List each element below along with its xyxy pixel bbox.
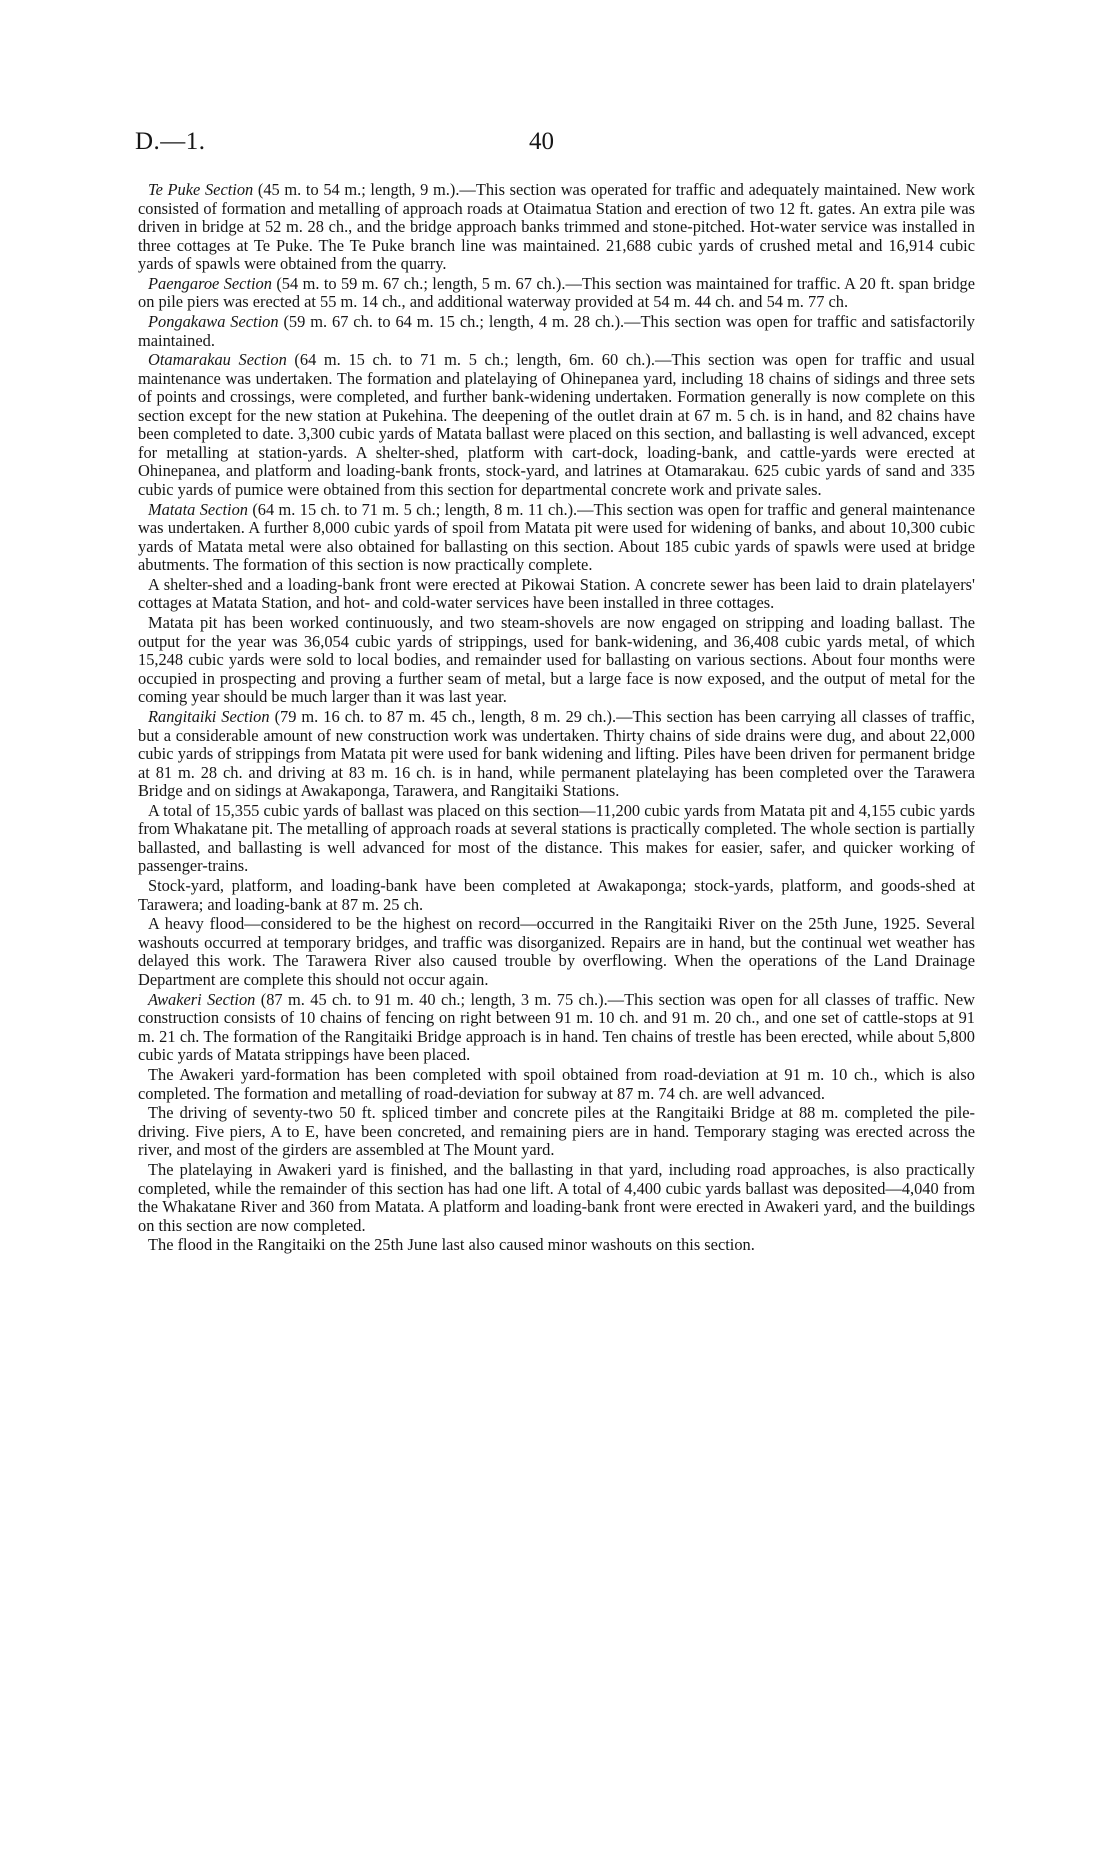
paragraph xyxy=(138,576,975,613)
paragraph-text: (79 m. 16 ch. to 87 m. 45 ch., length, 8 m. 29 ch.).—This section has been carrying all classes of traffic, but a considerable amount of new construction work was undertaken. Thirty chains of side drains were dug, and about 22,000 cubic yards of strippings from Matata pit were used for bank widening and lifting. Piles have been driven for permanent bridge at 81 m. 28 ch. and driving at 83 m. 16 ch. is in hand, while permanent platelaying has been completed over the Tarawera Bridge and on sidings at Awakaponga, Tarawera, and Rangitaiki Stations. xyxy=(138,707,975,801)
page-number: 40 xyxy=(529,128,554,155)
section-heading: Matata Section xyxy=(148,499,248,519)
paragraph xyxy=(138,1066,975,1103)
paragraph xyxy=(138,877,975,914)
paragraph-text: A heavy flood—considered to be the highest on record—occurred in the Rangitaiki River on the 25th June, 1925. Several washouts occurred at temporary bridges, and traffic was disorganized. Repairs are in hand, but the continual wet weather has delayed this work. The Tarawera River also caused trouble by overflowing. When the operations of the Land Drainage Department are complete this should not occur again. xyxy=(138,914,975,989)
paragraph xyxy=(138,614,975,707)
section-heading: Te Puke Section xyxy=(148,180,254,199)
paragraph xyxy=(138,802,975,876)
paragraph-text: (64 m. 15 ch. to 71 m. 5 ch.; length, 6m. 60 ch.).—This section was open for traffic and usual maintenance was undertaken. The formation and platelaying of Ohinepanea yard, including 18 chains of sidings and three sets of points and crossings, were completed, and further bank-widening undertaken. Formation generally is now complete on this section except for the new station at Pukehina. The deepening of the outlet drain at 67 m. 5 ch. is in hand, and 82 chains have been completed to date. 3,300 cubic yards of Matata ballast were placed on this section, and ballasting is well advanced, except for metalling at station-yards. A shelter-shed, platform with cart-dock, loading-bank, and cattle-yards were erected at Ohinepanea, and platform and loading-bank fronts, stock-yard, and latrines at Otamarakau. 625 cubic yards of sand and 335 cubic yards of pumice were obtained from this section for departmental concrete work and private sales. xyxy=(138,350,975,499)
paragraph xyxy=(138,501,975,575)
report-body xyxy=(138,181,975,1256)
paragraph-text: (64 m. 15 ch. to 71 m. 5 ch.; length, 8 m. 11 ch.).—This section was open for traffic and general maintenance was undertaken. A further 8,000 cubic yards of spoil from Matata pit were used for widening of banks, and about 10,300 cubic yards of Matata metal were also obtained for ballasting on this section. About 185 cubic yards of spawls were used at bridge abutments. The formation of this section is now practically complete. xyxy=(138,499,975,575)
page-header xyxy=(135,128,975,168)
paragraph-text: Stock-yard, platform, and loading-bank have been completed at Awakaponga; stock-yards, platform, and goods-shed at Tarawera; and loading-bank at 87 m. 25 ch. xyxy=(138,876,975,914)
paragraph xyxy=(138,915,975,989)
paragraph-text: The Awakeri yard-formation has been completed with spoil obtained from road-deviation at 91 m. 10 ch., which is also completed. The formation and metalling of road-deviation for subway at 87 m. 74 ch. are well advanced. xyxy=(138,1065,975,1103)
paragraph-text: A total of 15,355 cubic yards of ballast was placed on this section—11,200 cubic yards from Matata pit and 4,155 cubic yards from Whakatane pit. The metalling of approach roads at several stations is practically completed. The whole section is partially ballasted, and ballasting is well advanced for most of the distance. This makes for easier, safer, and quicker working of passenger-trains. xyxy=(138,800,975,876)
section-heading: Pongakawa Section xyxy=(148,312,279,332)
paragraph-text: A shelter-shed and a loading-bank front were erected at Pikowai Station. A concrete sewer has been laid to drain platelayers' cottages at Matata Station, and hot- and cold-water services have been installed in three cottages. xyxy=(138,574,975,613)
paragraph-text: (54 m. to 59 m. 67 ch.; length, 5 m. 67 ch.).—This section was maintained for traffic. A 20 ft. span bridge on pile piers was erected at 55 m. 14 ch., and additional waterway provided at 54 m. 44 ch. and 54 m. 77 ch. xyxy=(138,273,976,312)
paragraph-text: (45 m. to 54 m.; length, 9 m.).—This section was operated for traffic and adequately maintained. New work consisted of formation and metalling of approach roads at Otaimatua Station and erection of two 12 ft. gates. An extra pile was driven in bridge at 52 m. 28 ch., and the bridge approach banks trimmed and stone-pitched. Hot-water service was installed in three cottages at Te Puke. The Te Puke branch line was maintained. 21,688 cubic yards of crushed metal and 16,914 cubic yards of spawls were obtained from the quarry. xyxy=(138,180,975,273)
paragraph xyxy=(138,991,975,1065)
paragraph-text: (59 m. 67 ch. to 64 m. 15 ch.; length, 4 m. 28 ch.).—This section was open for traffic and satisfactorily maintained. xyxy=(138,312,976,350)
section-heading: Otamarakau Section xyxy=(148,350,287,370)
section-heading: Awakeri Section xyxy=(148,989,256,1009)
paragraph xyxy=(138,1104,975,1160)
paragraph xyxy=(138,708,975,801)
paragraph xyxy=(138,275,975,312)
paragraph xyxy=(138,313,975,350)
section-heading: Paengaroe Section xyxy=(148,273,272,293)
paragraph xyxy=(138,351,975,499)
paragraph-text: The platelaying in Awakeri yard is finished, and the ballasting in that yard, including road approaches, is also practically completed, while the remainder of this section has had one lift. A total of 4,400 cubic yards ballast was deposited—4,040 from the Whakatane River and 360 from Matata. A platform and loading-bank front were erected in Awakeri yard, and the buildings on this section are now completed. xyxy=(138,1160,975,1235)
paragraph-text: Matata pit has been worked continuously, and two steam-shovels are now engaged on stripping and loading ballast. The output for the year was 36,054 cubic yards of strippings, used for bank-widening, and 36,408 cubic yards metal, of which 15,248 cubic yards were sold to local bodies, and remainder used for ballasting on various sections. About four months were occupied in prospecting and proving a further seam of metal, but a large face is now exposed, and the output of metal for the coming year should be much larger than it was last year. xyxy=(138,613,975,707)
paragraph xyxy=(138,1236,975,1255)
paragraph xyxy=(138,181,975,274)
paragraph xyxy=(138,1161,975,1235)
paragraph-text: (87 m. 45 ch. to 91 m. 40 ch.; length, 3 m. 75 ch.).—This section was open for all classes of traffic. New construction consists of 10 chains of fencing on right between 91 m. 10 ch. and 91 m. 20 ch., and one set of cattle-stops at 91 m. 21 ch. The formation of the Rangitaiki Bridge approach is in hand. Ten chains of trestle has been erected, while about 5,800 cubic yards of Matata strippings have been placed. xyxy=(138,989,975,1065)
paragraph-text: The flood in the Rangitaiki on the 25th June last also caused minor washouts on this section. xyxy=(148,1235,755,1255)
paragraph-text: The driving of seventy-two 50 ft. spliced timber and concrete piles at the Rangitaiki Bridge at 88 m. completed the pile-driving. Five piers, A to E, have been concreted, and remaining piers are in hand. Temporary staging was erected across the river, and most of the girders are assembled at The Mount yard. xyxy=(138,1103,975,1160)
section-heading: Rangitaiki Section xyxy=(148,707,270,727)
document-reference: D.—1. xyxy=(135,128,206,155)
